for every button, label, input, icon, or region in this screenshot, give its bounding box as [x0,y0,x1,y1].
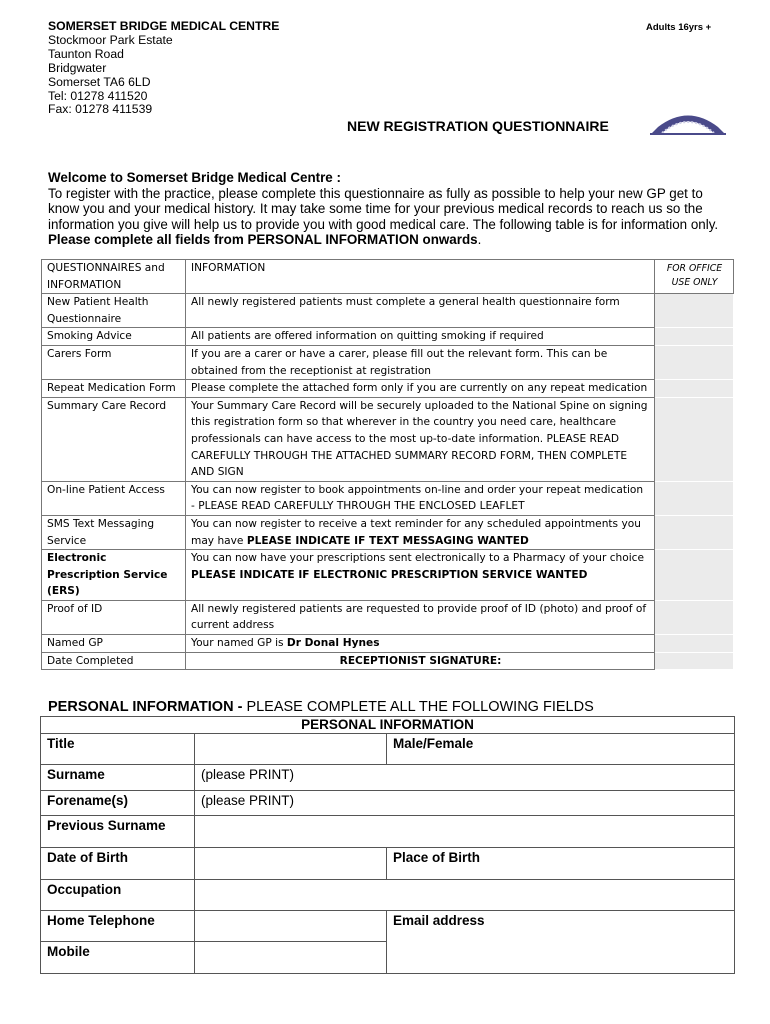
table-row [42,635,734,653]
intro-body: To register with the practice, please complete this questionnaire as fully as possible to help your new GP get to know you and your medical history. It may take some time for your previous medical records to reach us so the information you give will help us to provide you with good medical care. The following table is for information only. [48,185,719,232]
dob-field[interactable] [195,848,387,880]
table-header-row [42,260,734,294]
row-label: Named GP [42,635,186,653]
table-row [42,515,734,549]
table-row [42,345,734,379]
table-row [42,397,734,481]
office-use-cell[interactable] [655,328,734,346]
row-label: Proof of ID [42,600,186,634]
surname-label: Surname [41,765,195,791]
row-label: Electronic Prescription Service (ERS) [42,550,186,601]
office-use-cell[interactable] [655,515,734,549]
title-label: Title [41,734,195,765]
table-row [42,380,734,398]
row-info-emphasis: PLEASE INDICATE IF TEXT MESSAGING WANTED [246,534,529,547]
intro-text [48,186,728,248]
office-use-cell[interactable] [655,345,734,379]
email-field[interactable]: Email address [387,911,735,974]
forename-label: Forename(s) [41,791,195,816]
row-info [186,515,655,549]
information-table [41,259,734,670]
occupation-label: Occupation [41,880,195,911]
page-title: NEW REGISTRATION QUESTIONNAIRE [347,118,609,134]
row-label: SMS Text Messaging Service [42,515,186,549]
bridge-logo-icon [648,106,728,141]
intro-end: . [477,232,482,248]
office-use-cell[interactable] [655,380,734,398]
office-use-cell[interactable] [655,600,734,634]
office-use-cell[interactable] [655,294,734,328]
header-questionnaires: QUESTIONNAIRES and INFORMATION [42,260,186,294]
home-telephone-field[interactable] [195,911,387,942]
intro-heading: Welcome to Somerset Bridge Medical Centre : [48,170,341,185]
office-use-cell[interactable] [655,652,734,670]
table-row [42,600,734,634]
table-row [42,294,734,328]
row-label: Repeat Medication Form [42,380,186,398]
header-information: INFORMATION [186,260,655,294]
address-line: Somerset TA6 6LD [48,74,151,89]
practice-name: SOMERSET BRIDGE MEDICAL CENTRE [48,19,280,33]
row-info [186,635,655,653]
row-info: If you are a carer or have a carer, please fill out the relevant form. This can be obtained from the receptionist at registration [186,345,655,379]
intro-instruction: Please complete all fields from PERSONAL INFORMATION onwards [48,232,478,248]
personal-info-heading-rest: PLEASE COMPLETE ALL THE FOLLOWING FIELDS [246,699,594,715]
previous-surname-label: Previous Surname [41,816,195,848]
office-use-cell[interactable] [655,397,734,481]
table-row [42,550,734,601]
row-label: Date Completed [42,652,186,670]
row-label: Summary Care Record [42,397,186,481]
office-use-cell[interactable] [655,635,734,653]
row-info: Please complete the attached form only if you are currently on any repeat medication [186,380,655,398]
surname-field[interactable]: (please PRINT) [195,765,735,791]
row-info: All newly registered patients are requested to provide proof of ID (photo) and proof of current address [186,600,655,634]
row-info-text: You can now have your prescriptions sent electronically to a Pharmacy of your choice [191,552,645,565]
occupation-field[interactable] [195,880,735,911]
row-info [186,550,655,601]
row-info: Your Summary Care Record will be securely uploaded to the National Spine on signing this registration form so that wherever in the country you need care, healthcare professionals can have access to the most up-to-date information. PLEASE READ CAREFULLY THROUGH THE ATTACHED SUMMARY RECORD FORM, THEN COMPLETE AND SIGN [186,397,655,481]
office-use-cell[interactable] [655,481,734,515]
place-of-birth-field[interactable]: Place of Birth [387,848,735,880]
row-label: On-line Patient Access [42,481,186,515]
gender-field[interactable]: Male/Female [387,734,735,765]
row-info: All patients are offered information on quitting smoking if required [186,328,655,346]
personal-info-table [40,716,735,974]
title-field[interactable] [195,734,387,765]
row-label: New Patient Health Questionnaire [42,294,186,328]
row-label: Smoking Advice [42,328,186,346]
named-gp: Dr Donal Hynes [286,637,380,650]
forename-field[interactable]: (please PRINT) [195,791,735,816]
row-label: Carers Form [42,345,186,379]
address-line: Stockmoor Park Estate [48,32,173,47]
personal-info-heading-bold: PERSONAL INFORMATION - [48,699,247,715]
address-line: Taunton Road [48,46,124,61]
fax: Fax: 01278 411539 [48,102,153,117]
receptionist-signature[interactable]: RECEPTIONIST SIGNATURE: [186,652,655,670]
personal-info-caption: PERSONAL INFORMATION [41,717,735,734]
row-info-text: Your named GP is [191,637,287,650]
table-row [42,481,734,515]
previous-surname-field[interactable] [195,816,735,848]
row-info: All newly registered patients must complete a general health questionnaire form [186,294,655,328]
header-office-use: FOR OFFICE USE ONLY [655,260,734,294]
row-info: You can now register to book appointments on-line and order your repeat medication - PLEASE READ CAREFULLY THROUGH THE ENCLOSED LEAFLET [186,481,655,515]
home-telephone-label: Home Telephone [41,911,195,942]
personal-info-heading [48,699,594,715]
office-use-cell[interactable] [655,550,734,601]
intro-section [48,170,728,248]
age-badge: Adults 16yrs + [646,22,712,33]
row-info-emphasis: PLEASE INDICATE IF ELECTRONIC PRESCRIPTION SERVICE WANTED [191,568,588,581]
dob-label: Date of Birth [41,848,195,880]
table-row [42,328,734,346]
table-row [42,652,734,670]
address-line: Bridgwater [48,60,107,75]
row-info-text: You can now register to receive a text reminder for any scheduled appointments you may have [191,517,641,547]
telephone: Tel: 01278 411520 [48,88,148,103]
mobile-field[interactable] [195,942,387,974]
mobile-label: Mobile [41,942,195,974]
practice-address [48,20,279,117]
